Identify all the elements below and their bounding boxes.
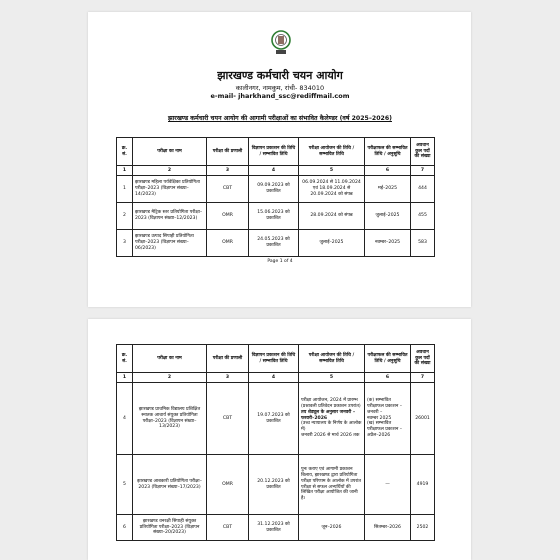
header-exam-date: परीक्षा आयोजन की तिथि / सम्भावित तिथि <box>299 138 365 166</box>
result-date: — <box>365 455 411 515</box>
result-date: मई–2025 <box>365 176 411 203</box>
serial-number: 1 <box>117 176 133 203</box>
page-number: Page 1 of 4 <box>267 259 293 264</box>
exam-date: 06.09.2024 से 11.09.2024 एवं 18.09.2024 से 20.09.2024 को संपन्न <box>299 176 365 203</box>
table-row <box>117 203 435 230</box>
exam-date-line: जनवरी 2026 से मार्च 2026 तक <box>301 432 360 438</box>
exam-calendar-table-page-1 <box>116 137 435 257</box>
advt-date: 15.06.2023 को प्रकाशित <box>249 203 299 230</box>
header-advt-date: विज्ञापन प्रकाशन की तिथि / सम्भावित तिथि <box>249 345 299 373</box>
exam-mode: CBT <box>207 515 249 541</box>
exam-date-line: परीक्षा आयोजन, 2024 में प्रारम्भ <box>301 398 358 404</box>
advt-date: 24.05.2023 को प्रकाशित <box>249 230 299 257</box>
calendar-title: झारखण्ड कर्मचारी चयन आयोग की आगामी परीक्षाओं का संभावित कैलेण्डर (वर्ष 2025–2026) <box>168 115 392 122</box>
serial-number: 4 <box>117 383 133 455</box>
serial-number: 5 <box>117 455 133 515</box>
table-row <box>117 455 435 515</box>
result-date-line: नवम्बर 2025 <box>367 415 392 421</box>
column-number: 7 <box>411 373 435 383</box>
header-result-date: परीक्षाफल की सम्भावित तिथि / अनुसूचि <box>365 345 411 373</box>
result-date: जुलाई–2025 <box>365 203 411 230</box>
exam-date-line: तय शेड्यूल के अनुसार जनवरी – फरवरी–2026 <box>301 409 356 421</box>
exam-mode: OMR <box>207 455 249 515</box>
header-total-posts: अवधान कुल पदों की संख्या <box>411 138 435 166</box>
header-serial: क्र. सं. <box>117 138 133 166</box>
column-number: 2 <box>133 373 207 383</box>
advt-date: 31.12.2023 को प्रकाशित <box>249 515 299 541</box>
exam-date: जुलाई–2025 <box>299 230 365 257</box>
total-posts: 583 <box>411 230 435 257</box>
state-emblem-icon <box>271 30 291 56</box>
advt-date: 09.09.2023 को प्रकाशित <box>249 176 299 203</box>
total-posts: 2502 <box>411 515 435 541</box>
table-row <box>117 383 435 455</box>
exam-date: पुनः कराए एवं आगामी प्रकाशन बिलाय, झारखण्ड द्वारा प्रतियोगिता परीक्षा परिणाम के आलोक में उपरांत परीक्षा से सफल अभ्यर्थियों की लिखित परीक्षा आयोजित की जानी है। <box>299 455 365 515</box>
column-number: 1 <box>117 373 133 383</box>
column-number: 3 <box>207 373 249 383</box>
exam-date-line: (प्रश्नावली प्रतिवेदन प्रकाशन उपरांत) <box>301 404 361 410</box>
serial-number: 2 <box>117 203 133 230</box>
total-posts: 26001 <box>411 383 435 455</box>
exam-name: झारखण्ड आबकारी प्रतियोगिता परीक्षा–2023 (विज्ञापन संख्या–17/2023) <box>133 455 207 515</box>
header-exam-date: परीक्षा आयोजन की तिथि / सम्भावित तिथि <box>299 345 365 373</box>
total-posts: 4919 <box>411 455 435 515</box>
column-number: 6 <box>365 373 411 383</box>
exam-mode: OMR <box>207 203 249 230</box>
exam-date: 28.09.2024 को संपन्न <box>299 203 365 230</box>
header-result-date: परीक्षाफल की सम्भावित तिथि / अनुसूचि <box>365 138 411 166</box>
column-number: 5 <box>299 166 365 176</box>
serial-number: 3 <box>117 230 133 257</box>
header-exam-mode: परीक्षा की प्रणाली <box>207 138 249 166</box>
header-serial: क्र. सं. <box>117 345 133 373</box>
result-date: सितम्बर–2026 <box>365 515 411 541</box>
exam-calendar-table-page-2 <box>116 344 435 541</box>
organization-name: झारखण्ड कर्मचारी चयन आयोग <box>217 69 343 82</box>
total-posts: 444 <box>411 176 435 203</box>
exam-mode: OMR <box>207 230 249 257</box>
header-exam-name: परीक्षा का नाम <box>133 345 207 373</box>
organization-address: कालीनगर, नामकुम, रांची- 834010 <box>235 84 325 92</box>
exam-date: जून–2026 <box>299 515 365 541</box>
exam-mode: CBT <box>207 383 249 455</box>
advt-date: 19.07.2023 को प्रकाशित <box>249 383 299 455</box>
column-number: 4 <box>249 166 299 176</box>
table-row <box>117 176 435 203</box>
result-date-line: (ख) सम्भावित परीक्षाफल प्रकाशन – अप्रैल–2026 <box>367 421 403 438</box>
header-total-posts: अवधान कुल पदों की संख्या <box>411 345 435 373</box>
total-posts: 455 <box>411 203 435 230</box>
column-number: 6 <box>365 166 411 176</box>
advt-date: 20.12.2023 को प्रकाशित <box>249 455 299 515</box>
exam-name: झारखण्ड उत्पाद सिपाही प्रतियोगिता परीक्षा–2023 (विज्ञापन संख्या–06/2023) <box>133 230 207 257</box>
exam-mode: CBT <box>207 176 249 203</box>
table-row <box>117 230 435 257</box>
exam-name: झारखण्ड महिला पर्यवेक्षिका प्रतियोगिता परीक्षा–2023 (विज्ञापन संख्या–14/2023) <box>133 176 207 203</box>
table-row <box>117 515 435 541</box>
organization-email: e-mail- jharkhand_ssc@rediffmail.com <box>210 92 350 100</box>
column-number: 3 <box>207 166 249 176</box>
column-number: 1 <box>117 166 133 176</box>
result-date <box>365 383 411 455</box>
column-number: 2 <box>133 166 207 176</box>
column-number: 7 <box>411 166 435 176</box>
exam-name: झारखण्ड प्राथमिक विद्यालय प्रशिक्षित स्नातक आचार्य संयुक्त प्रतियोगिता परीक्षा–2023 (विज्ञापन संख्या–13/2023) <box>133 383 207 455</box>
exam-date <box>299 383 365 455</box>
header-advt-date: विज्ञापन प्रकाशन की तिथि / सम्भावित तिथि <box>249 138 299 166</box>
serial-number: 6 <box>117 515 133 541</box>
column-number: 5 <box>299 373 365 383</box>
exam-date-line: (उच्च न्यायालय के निर्णय के आलोक में) <box>301 421 362 433</box>
result-date-line: (क) सम्भावित परीक्षाफल प्रकाशन – जनवरी – <box>367 398 403 415</box>
exam-name: झारखण्ड मैट्रिक स्तर प्रतियोगिता परीक्षा–2023 (विज्ञापन संख्या–12/2023) <box>133 203 207 230</box>
header-exam-name: परीक्षा का नाम <box>133 138 207 166</box>
exam-name: झारखण्ड वनरक्षी सिपाही संयुक्त प्रतियोगिता परीक्षा–2023 (विज्ञापन संख्या–20/2023) <box>133 515 207 541</box>
header-exam-mode: परीक्षा की प्रणाली <box>207 345 249 373</box>
column-number: 4 <box>249 373 299 383</box>
result-date: नवम्बर–2025 <box>365 230 411 257</box>
